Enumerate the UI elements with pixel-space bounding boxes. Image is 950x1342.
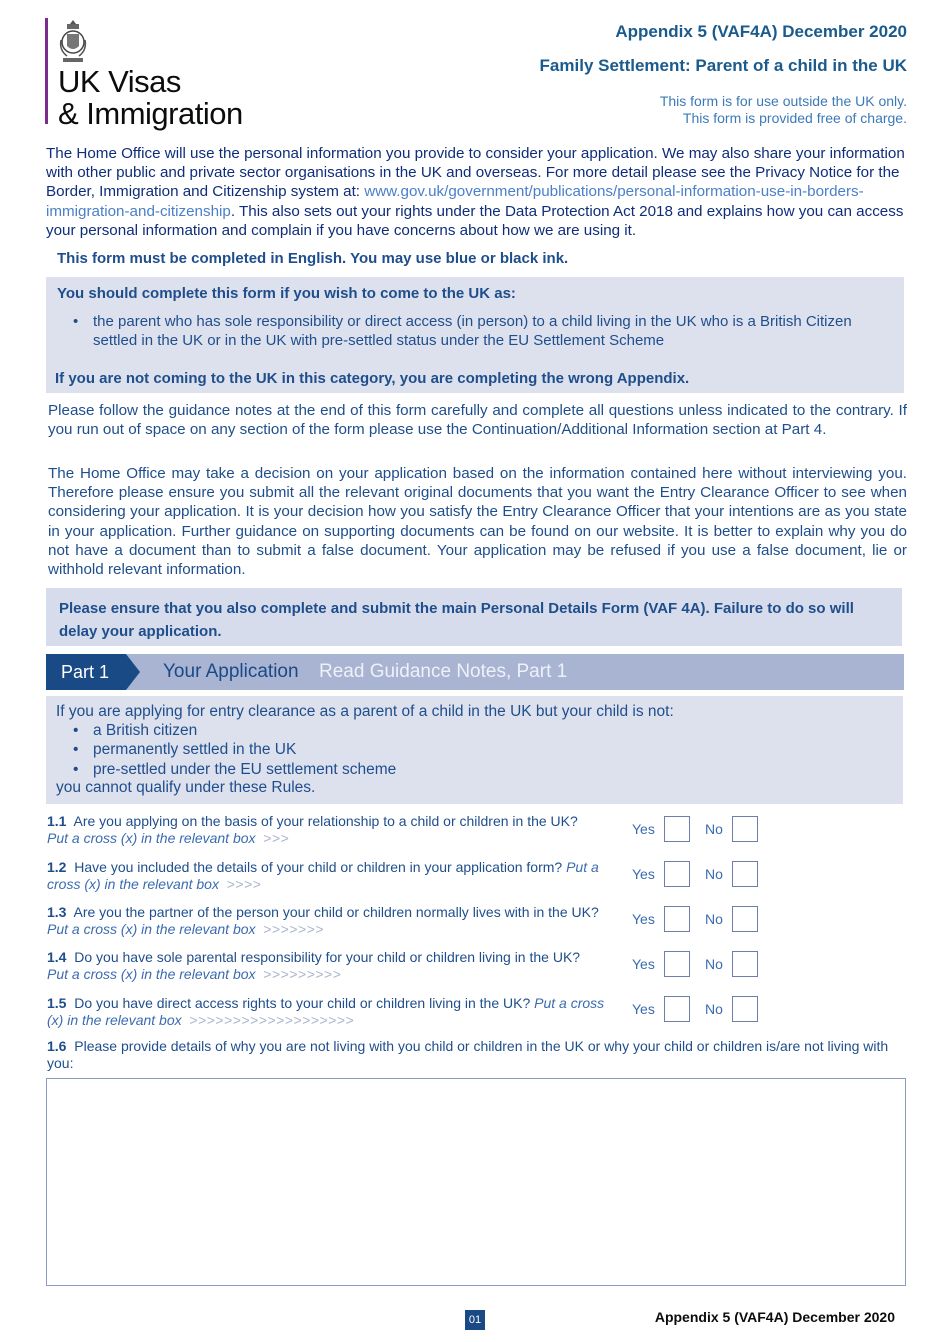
arrow-guide: >>> bbox=[263, 830, 290, 846]
part-arrow-icon bbox=[126, 654, 140, 690]
question-hint: Put a cross (x) in the relevant box bbox=[47, 830, 256, 846]
wrong-appendix-warning: If you are not coming to the UK in this category, you are completing the wrong Appendix. bbox=[55, 370, 690, 387]
personal-details-notice bbox=[46, 588, 902, 646]
question-1-5 bbox=[47, 995, 617, 1029]
question-number: 1.1 bbox=[47, 813, 67, 829]
footer-title: Appendix 5 (VAF4A) December 2020 bbox=[654, 1309, 895, 1325]
arrow-guide: >>>> bbox=[226, 876, 262, 892]
no-label: No bbox=[705, 866, 723, 882]
yes-checkbox[interactable] bbox=[664, 816, 690, 842]
question-1-4 bbox=[47, 949, 617, 983]
yes-label: Yes bbox=[632, 911, 655, 927]
no-label: No bbox=[705, 911, 723, 927]
yes-label: Yes bbox=[632, 1001, 655, 1017]
details-textarea[interactable] bbox=[46, 1078, 906, 1286]
qualification-outro: you cannot qualify under these Rules. bbox=[56, 779, 316, 796]
part-1-tab: Part 1 bbox=[46, 654, 126, 690]
question-number: 1.2 bbox=[47, 859, 67, 875]
no-checkbox[interactable] bbox=[732, 906, 758, 932]
eligibility-bullet: • the parent who has sole responsibility or direct access (in person) to a child living in the UK who is a British Citizen settled in the UK or in the UK with pre-settled status under the EU Settlement Scheme bbox=[93, 312, 883, 350]
question-1-1 bbox=[47, 813, 617, 847]
question-1-2 bbox=[47, 859, 617, 893]
list-item: • a British citizen bbox=[93, 721, 396, 740]
question-hint: Put a cross (x) in the relevant box bbox=[47, 859, 599, 892]
question-1-6 bbox=[47, 1038, 913, 1072]
usage-note-outside-uk: This form is for use outside the UK only. bbox=[659, 93, 907, 109]
logo-line-2: & Immigration bbox=[58, 96, 243, 131]
question-text: Do you have direct access rights to your child or children living in the UK? bbox=[74, 995, 531, 1011]
english-note: This form must be completed in English. You may use blue or black ink. bbox=[57, 250, 569, 267]
brand-bar bbox=[45, 18, 48, 124]
no-checkbox[interactable] bbox=[732, 816, 758, 842]
answer-1-5 bbox=[632, 996, 760, 1022]
notice-text: Please ensure that you also complete and submit the main Personal Details Form (VAF 4A). Failure to do so will delay your application. bbox=[59, 600, 854, 640]
logo-wordmark bbox=[58, 66, 243, 130]
privacy-paragraph bbox=[46, 144, 909, 240]
part-1-header bbox=[46, 654, 904, 690]
eligibility-title: You should complete this form if you wish to come to the UK as: bbox=[57, 285, 516, 302]
qualification-intro: If you are applying for entry clearance as a parent of a child in the UK but your child is not: bbox=[56, 703, 674, 720]
list-item: • pre-settled under the EU settlement scheme bbox=[93, 760, 396, 779]
question-hint: Put a cross (x) in the relevant box bbox=[47, 966, 256, 982]
appendix-title: Appendix 5 (VAF4A) December 2020 bbox=[615, 22, 907, 41]
privacy-text-after: . This also sets out your rights under the Data Protection Act 2018 and explains how you can access your personal information and complain if you have concerns about how we are using it. bbox=[46, 202, 904, 239]
question-text: Have you included the details of your child or children in your application form? bbox=[74, 859, 563, 875]
guidance-paragraph: Please follow the guidance notes at the end of this form carefully and complete all questions unless indicated to the contrary. If you run out of space on any section of the form please use the Continuation/Additional Information section at Part 4. bbox=[48, 402, 907, 439]
no-checkbox[interactable] bbox=[732, 861, 758, 887]
arrow-guide: >>>>>>> bbox=[263, 921, 325, 937]
question-hint: Put a cross (x) in the relevant box bbox=[47, 921, 256, 937]
privacy-text-before: The Home Office will use the personal information you provide to consider your application. We may also share your information with other public and private sector organisations in the UK and overseas. For more detail please see the Privacy Notice for the Border, Immigration and Citizenship system at: bbox=[46, 145, 905, 201]
no-label: No bbox=[705, 1001, 723, 1017]
yes-checkbox[interactable] bbox=[664, 861, 690, 887]
page-number: 01 bbox=[465, 1310, 485, 1330]
royal-crest-icon bbox=[58, 18, 88, 66]
usage-note-free: This form is provided free of charge. bbox=[682, 110, 907, 126]
part-1-title: Your Application bbox=[163, 661, 299, 682]
question-text: Are you applying on the basis of your relationship to a child or children in the UK? bbox=[73, 813, 578, 829]
question-text: Please provide details of why you are not living with you child or children in the UK or why your child or children is/are not living with you: bbox=[47, 1038, 889, 1071]
question-text: Are you the partner of the person your child or children normally lives with in the UK? bbox=[73, 904, 599, 920]
question-hint: Put a cross (x) in the relevant box bbox=[47, 995, 605, 1028]
form-title: Family Settlement: Parent of a child in the UK bbox=[539, 56, 907, 75]
yes-checkbox[interactable] bbox=[664, 906, 690, 932]
answer-1-3 bbox=[632, 906, 760, 932]
qualification-box bbox=[46, 696, 903, 804]
answer-1-2 bbox=[632, 861, 760, 887]
question-text: Do you have sole parental responsibility for your child or children living in the UK? bbox=[74, 949, 581, 965]
list-item: • permanently settled in the UK bbox=[93, 740, 396, 759]
decision-paragraph: The Home Office may take a decision on your application based on the information contained here without interviewing you. Therefore please ensure you submit all the relevant original documents that you want the Entry Clearance Officer to see when considering your application. It is your decision how you satisfy the Entry Clearance Officer that your intentions are as you state in your application. Further guidance on supporting documents can be found on our website. It is better to explain why you do not have a document than to submit a false document. Your application may be refused if you use a false document, lie or withhold relevant information. bbox=[48, 465, 907, 579]
no-checkbox[interactable] bbox=[732, 996, 758, 1022]
yes-checkbox[interactable] bbox=[664, 951, 690, 977]
question-1-3 bbox=[47, 904, 617, 938]
part-1-guidance-ref: Read Guidance Notes, Part 1 bbox=[319, 661, 568, 682]
answer-1-4 bbox=[632, 951, 760, 977]
no-label: No bbox=[705, 956, 723, 972]
question-number: 1.6 bbox=[47, 1038, 67, 1054]
question-number: 1.3 bbox=[47, 904, 67, 920]
usage-notes bbox=[660, 93, 907, 127]
question-number: 1.4 bbox=[47, 949, 67, 965]
arrow-guide: >>>>>>>>> bbox=[263, 966, 342, 982]
arrow-guide: >>>>>>>>>>>>>>>>>>> bbox=[189, 1012, 355, 1028]
yes-label: Yes bbox=[632, 821, 655, 837]
qualification-list bbox=[93, 721, 396, 779]
answer-1-1 bbox=[632, 816, 760, 842]
yes-label: Yes bbox=[632, 866, 655, 882]
logo-line-1: UK Visas bbox=[58, 64, 181, 99]
no-label: No bbox=[705, 821, 723, 837]
yes-label: Yes bbox=[632, 956, 655, 972]
question-number: 1.5 bbox=[47, 995, 67, 1011]
privacy-notice-link[interactable]: www.gov.uk/government/publications/personal-information-use-in-borders-immigration-and-citizenship bbox=[46, 183, 864, 220]
yes-checkbox[interactable] bbox=[664, 996, 690, 1022]
no-checkbox[interactable] bbox=[732, 951, 758, 977]
eligibility-box bbox=[46, 277, 904, 393]
